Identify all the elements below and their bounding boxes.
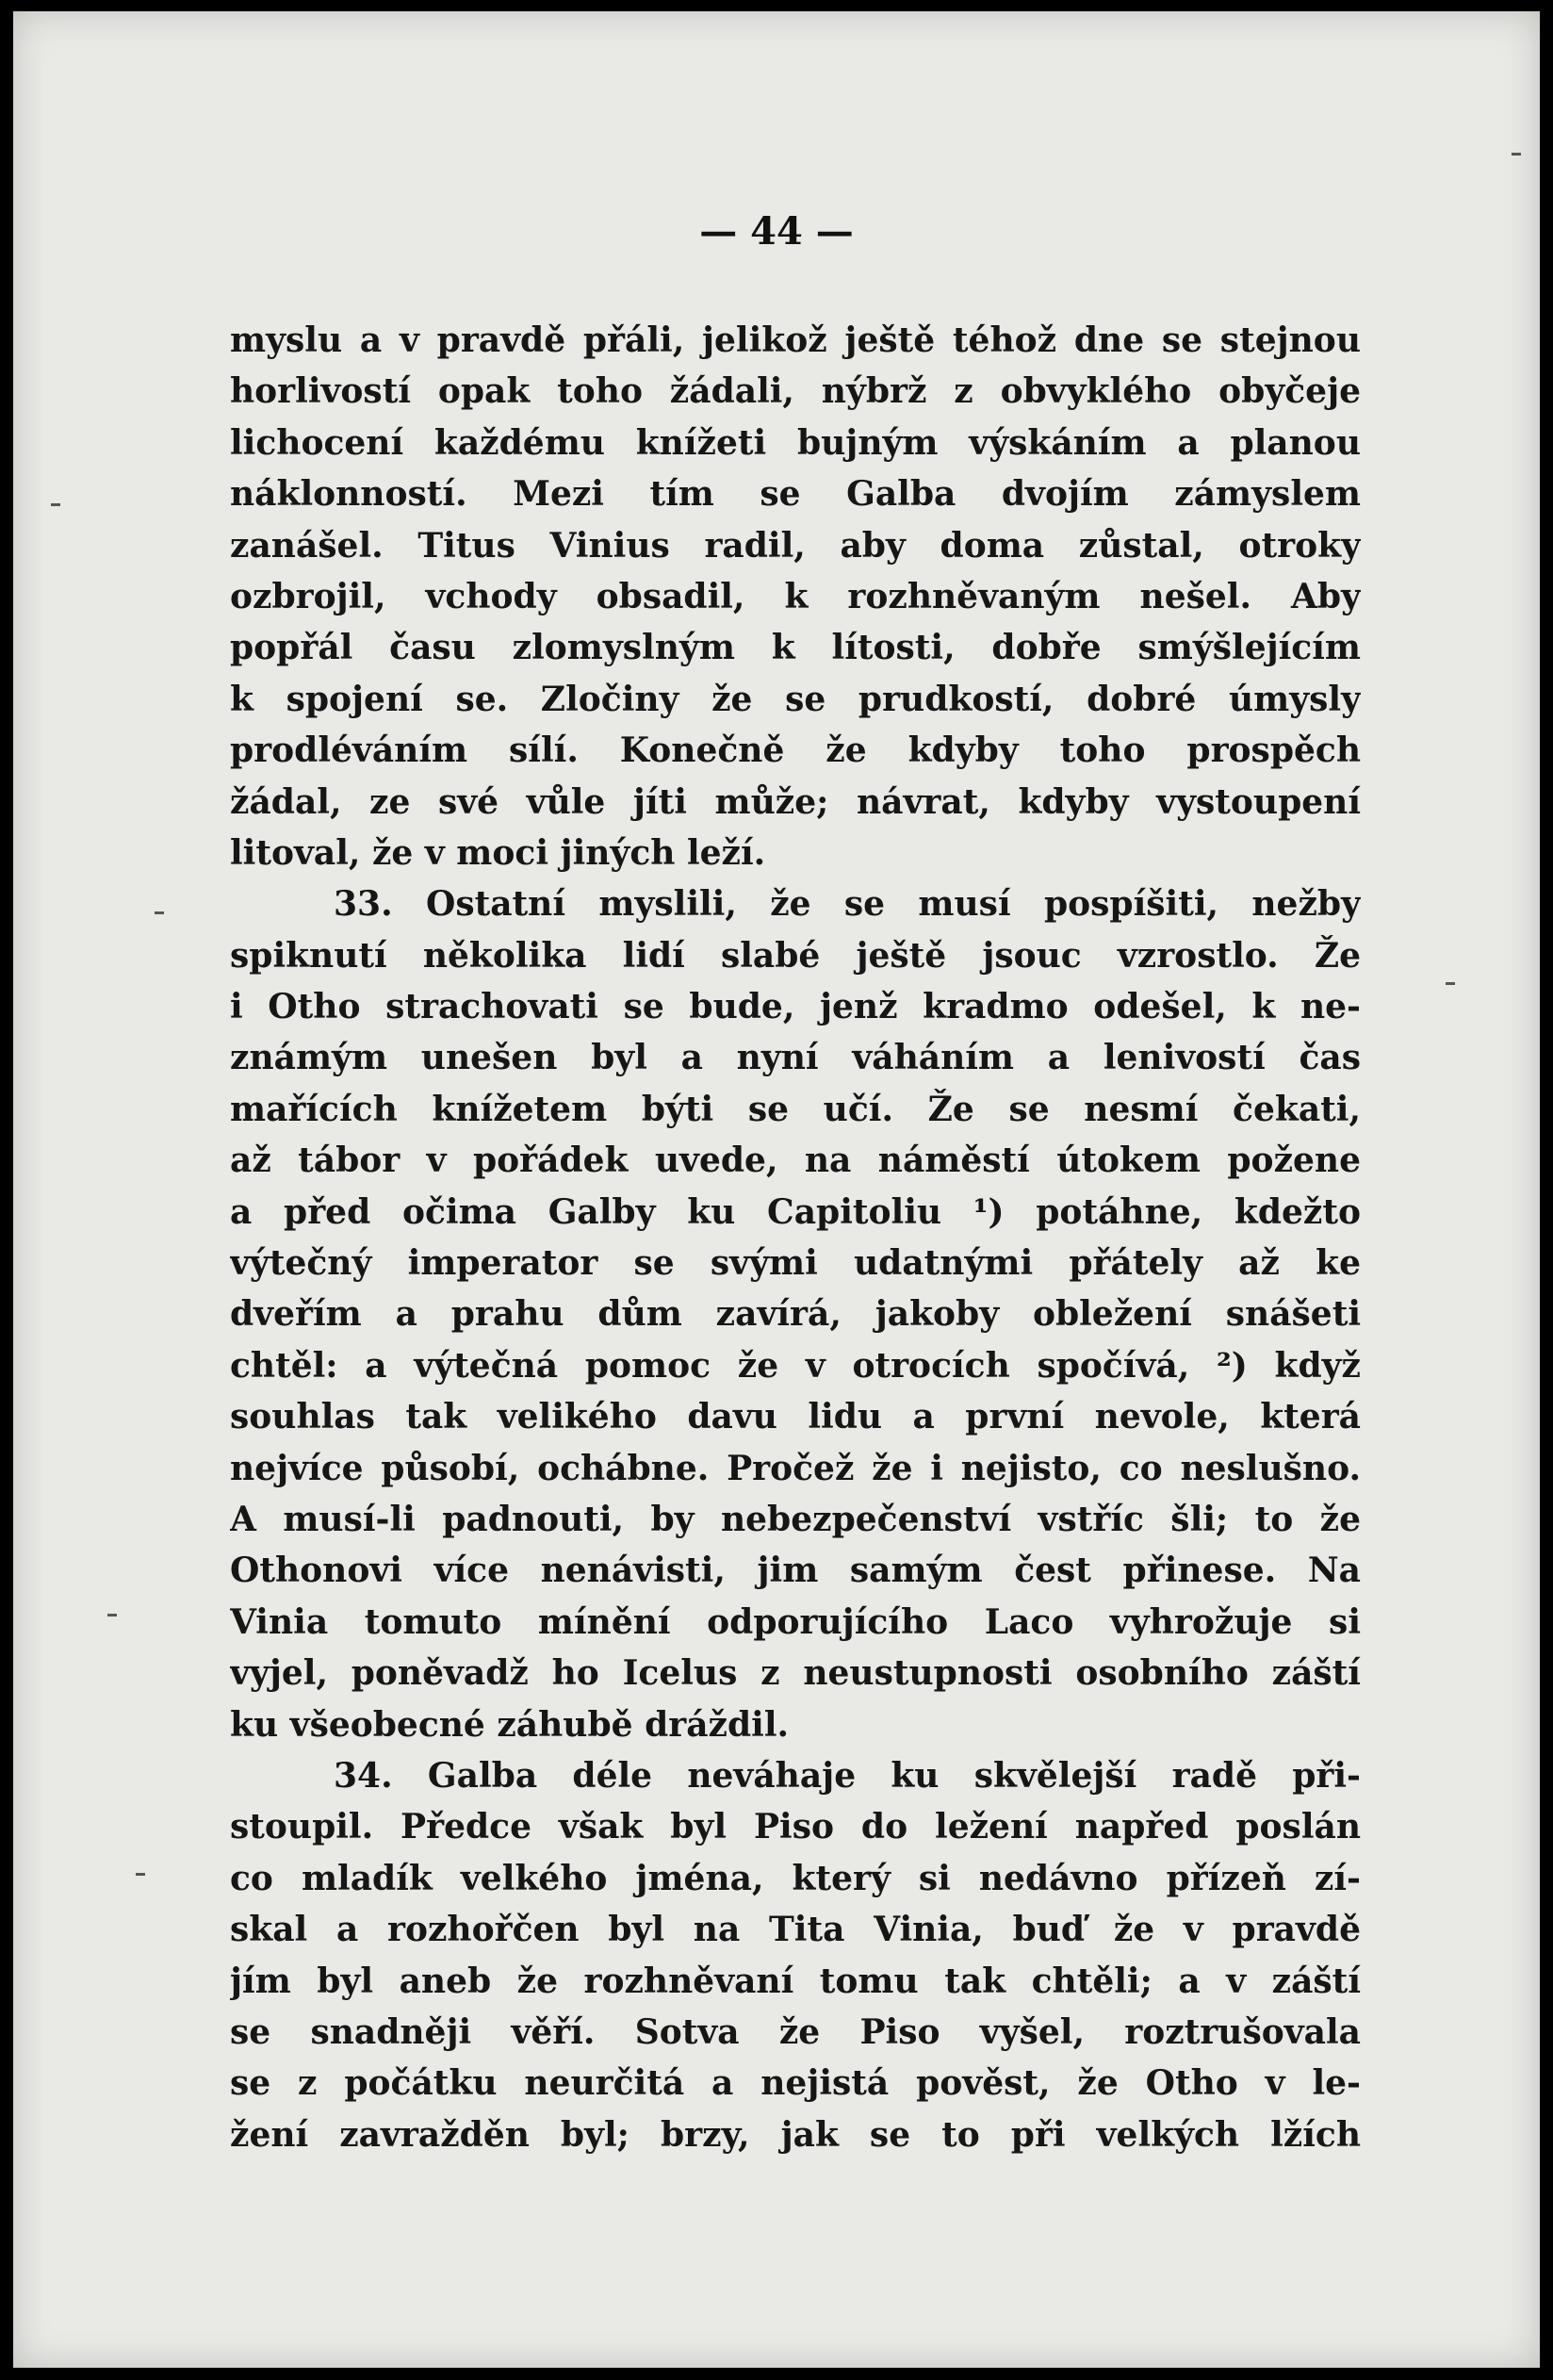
text-line: náklonností. Mezi tím se Galba dvojím zámyslem <box>230 474 1361 515</box>
text-line: až tábor v pořádek uvede, na náměstí útokem požene <box>230 1141 1361 1181</box>
text-line: horlivostí opak toho žádali, nýbrž z obvyklého obyčeje <box>230 371 1361 412</box>
text-line: mařících knížetem býti se učí. Že se nesmí čekati, <box>230 1089 1361 1129</box>
text-line: vyjel, poněvadž ho Icelus z neustupnosti osobního záští <box>230 1653 1361 1694</box>
text-line: známým unešen byl a nyní váháním a lenivostí čas <box>230 1038 1361 1078</box>
text-line: Vinia tomuto mínění odporujícího Laco vyhrožuje si <box>230 1601 1361 1642</box>
text-line: prodléváním sílí. Konečně že kdyby toho prospěch <box>230 730 1361 771</box>
text-line: k spojení se. Zločiny že se prudkostí, dobré úmysly <box>230 679 1361 719</box>
page-number: — 44 — <box>699 209 854 254</box>
text-line: litoval, že v moci jiných leží. <box>230 832 766 873</box>
text-line: spiknutí několika lidí slabé ještě jsouc vzrostlo. Že <box>230 935 1361 976</box>
margin-mark <box>51 503 60 506</box>
text-line: žádal, ze své vůle jíti může; návrat, kdyby vystoupení <box>230 781 1361 822</box>
text-line: se snadněji věří. Sotva že Piso vyšel, roztrušovala <box>230 2011 1361 2052</box>
text-line: stoupil. Předce však byl Piso do ležení napřed poslán <box>230 1807 1361 1847</box>
paragraph-start-34: 34. Galba déle neváhaje ku skvělejší radě při- <box>334 1755 1361 1796</box>
text-line: a před očima Galby ku Capitoliu ¹) potáhne, kdežto <box>230 1191 1361 1232</box>
margin-mark <box>1446 982 1455 985</box>
margin-mark <box>155 911 164 914</box>
text-line: dveřím a prahu dům zavírá, jakoby obležení snášeti <box>230 1294 1361 1335</box>
body-text <box>230 315 1361 2160</box>
text-line: výtečný imperator se svými udatnými přátely až ke <box>230 1243 1361 1284</box>
book-page <box>13 11 1540 2368</box>
text-line: nejvíce působí, ochábne. Pročež že i nejisto, co neslušno. <box>230 1448 1361 1488</box>
text-line: lichocení každému knížeti bujným výskáním a planou <box>230 422 1361 463</box>
text-line: jím byl aneb že rozhněvaní tomu tak chtěli; a v záští <box>230 1961 1361 2001</box>
margin-mark <box>107 1614 117 1617</box>
text-line: Othonovi více nenávisti, jim samým čest přinese. Na <box>230 1551 1361 1591</box>
text-line: i Otho strachovati se bude, jenž kradmo odešel, k ne- <box>230 987 1361 1027</box>
text-line: souhlas tak velikého davu lidu a první nevole, která <box>230 1397 1361 1437</box>
text-line: žení zavražděn byl; brzy, jak se to při velkých lžích <box>230 2114 1361 2155</box>
text-line: ozbrojil, vchody obsadil, k rozhněvaným nešel. Aby <box>230 576 1361 616</box>
margin-mark <box>1512 153 1521 156</box>
margin-mark <box>136 1873 145 1876</box>
text-line: myslu a v pravdě přáli, jelikož ještě téhož dne se stejnou <box>230 320 1361 360</box>
text-line: skal a rozhořčen byl na Tita Vinia, buď že v pravdě <box>230 1910 1361 1950</box>
paragraph-start-33: 33. Ostatní myslili, že se musí pospíšiti, nežby <box>334 884 1361 925</box>
text-line: zanášel. Titus Vinius radil, aby doma zůstal, otroky <box>230 525 1361 566</box>
text-line: chtěl: a výtečná pomoc že v otrocích spočívá, ²) když <box>230 1345 1361 1386</box>
text-line: se z počátku neurčitá a nejistá pověst, že Otho v le- <box>230 2063 1361 2104</box>
text-line: A musí-li padnouti, by nebezpečenství vstříc šli; to že <box>230 1499 1361 1539</box>
text-line: popřál času zlomyslným k lítosti, dobře smýšlejícím <box>230 628 1361 668</box>
text-line: ku všeobecné záhubě dráždil. <box>230 1704 790 1745</box>
text-line: co mladík velkého jména, který si nedávno přízeň zí- <box>230 1858 1361 1898</box>
